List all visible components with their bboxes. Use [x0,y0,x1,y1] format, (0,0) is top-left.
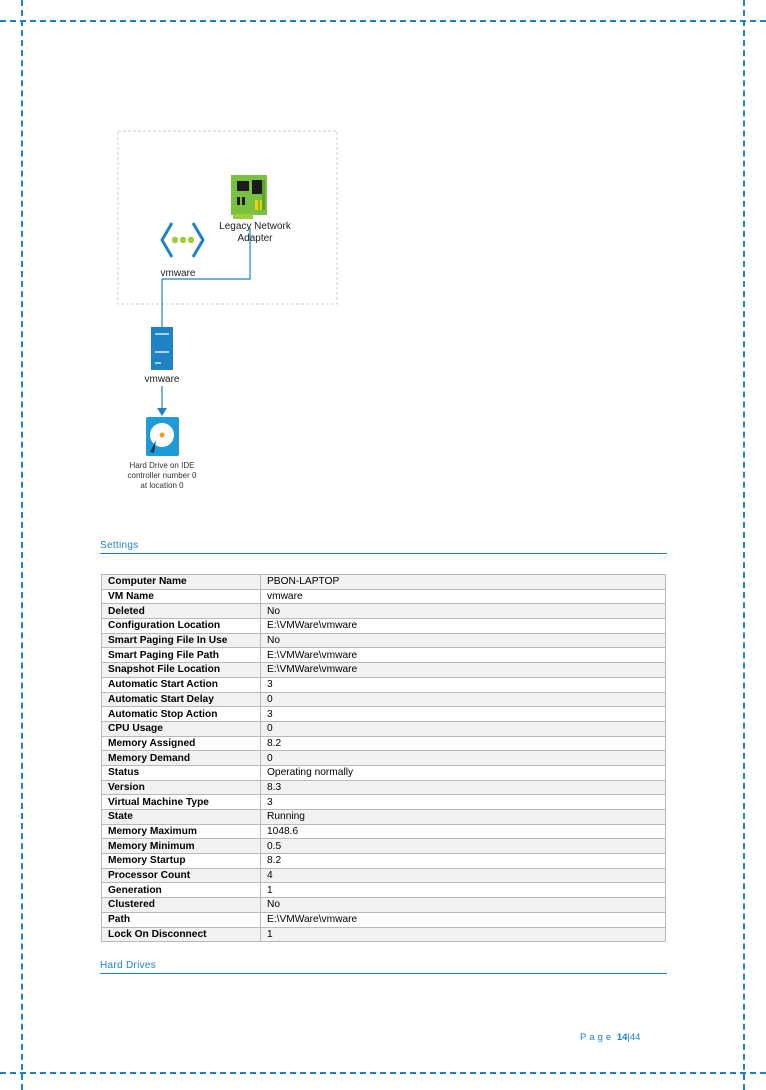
hard-drives-heading: Hard Drives [100,960,667,974]
table-row [102,619,666,634]
setting-key: Smart Paging File In Use [102,633,261,648]
page-border-bottom [0,1072,766,1074]
hard-drive-icon [146,417,179,456]
setting-value: Running [261,810,666,825]
table-row [102,765,666,780]
table-row [102,575,666,590]
setting-value: vmware [261,589,666,604]
page-word: Page [580,1032,615,1043]
table-row [102,795,666,810]
setting-key: Path [102,912,261,927]
setting-key: Memory Demand [102,751,261,766]
table-row [102,633,666,648]
table-row [102,721,666,736]
table-row [102,663,666,678]
table-row [102,692,666,707]
table-row [102,780,666,795]
network-group-box [118,131,337,304]
disk-label-line-2: controller number 0 [127,471,197,480]
table-row [102,707,666,722]
table-row [102,604,666,619]
setting-value: No [261,898,666,913]
settings-heading: Settings [100,540,667,554]
disk-label [102,461,222,491]
setting-key: Automatic Stop Action [102,707,261,722]
setting-key: Snapshot File Location [102,663,261,678]
page-footer [580,1032,640,1043]
disk-label-line-1: Hard Drive on IDE [129,461,195,470]
page-current: 14 [616,1032,628,1043]
page-total: 44 [629,1032,641,1043]
setting-value: 8.3 [261,780,666,795]
table-row [102,912,666,927]
settings-table-body [102,575,666,942]
setting-key: Status [102,765,261,780]
setting-value: No [261,633,666,648]
setting-key: Clustered [102,898,261,913]
setting-value: 1 [261,883,666,898]
disk-label-line-3: at location 0 [140,481,184,490]
setting-key: Virtual Machine Type [102,795,261,810]
setting-value: 3 [261,707,666,722]
setting-key: Computer Name [102,575,261,590]
settings-table [101,574,666,942]
setting-key: Automatic Start Delay [102,692,261,707]
setting-key: Version [102,780,261,795]
setting-value: 3 [261,795,666,810]
setting-key: Memory Maximum [102,824,261,839]
setting-key: Lock On Disconnect [102,927,261,942]
setting-key: Generation [102,883,261,898]
setting-value: No [261,604,666,619]
setting-key: Memory Assigned [102,736,261,751]
table-row [102,824,666,839]
table-row [102,751,666,766]
setting-value: 1048.6 [261,824,666,839]
table-row [102,736,666,751]
setting-value: 0.5 [261,839,666,854]
setting-value: E:\VMWare\vmware [261,912,666,927]
setting-key: Automatic Start Action [102,677,261,692]
setting-key: Memory Minimum [102,839,261,854]
setting-key: Smart Paging File Path [102,648,261,663]
setting-value: 0 [261,751,666,766]
table-row [102,589,666,604]
setting-value: E:\VMWare\vmware [261,663,666,678]
setting-key: Memory Startup [102,854,261,869]
setting-value: Operating normally [261,765,666,780]
adapter-label-line-1: Legacy Network [219,221,291,232]
setting-key: CPU Usage [102,721,261,736]
table-row [102,839,666,854]
vm-label-line-1: vmware [144,374,180,385]
table-row [102,854,666,869]
setting-value: 3 [261,677,666,692]
server-icon [151,327,173,370]
setting-value: 0 [261,721,666,736]
page-separator: | [627,1032,630,1043]
table-row [102,927,666,942]
setting-value: E:\VMWare\vmware [261,619,666,634]
adapter-label-line-2: Adapter [237,233,273,244]
table-row [102,810,666,825]
vm-label [136,374,188,386]
setting-value: 0 [261,692,666,707]
switch-label-line-1: vmware [160,268,196,279]
table-row [102,898,666,913]
setting-key: State [102,810,261,825]
arrow-head-icon [157,408,167,416]
setting-value: 4 [261,868,666,883]
setting-key: VM Name [102,589,261,604]
adapter-label [205,221,305,245]
setting-value: 8.2 [261,854,666,869]
table-row [102,868,666,883]
table-row [102,648,666,663]
setting-value: 1 [261,927,666,942]
network-adapter-icon [231,175,267,219]
table-row [102,677,666,692]
setting-value: PBON-LAPTOP [261,575,666,590]
virtual-switch-icon [162,223,203,257]
switch-label [152,268,204,280]
table-row [102,883,666,898]
setting-key: Processor Count [102,868,261,883]
setting-key: Deleted [102,604,261,619]
setting-key: Configuration Location [102,619,261,634]
setting-value: 8.2 [261,736,666,751]
setting-value: E:\VMWare\vmware [261,648,666,663]
